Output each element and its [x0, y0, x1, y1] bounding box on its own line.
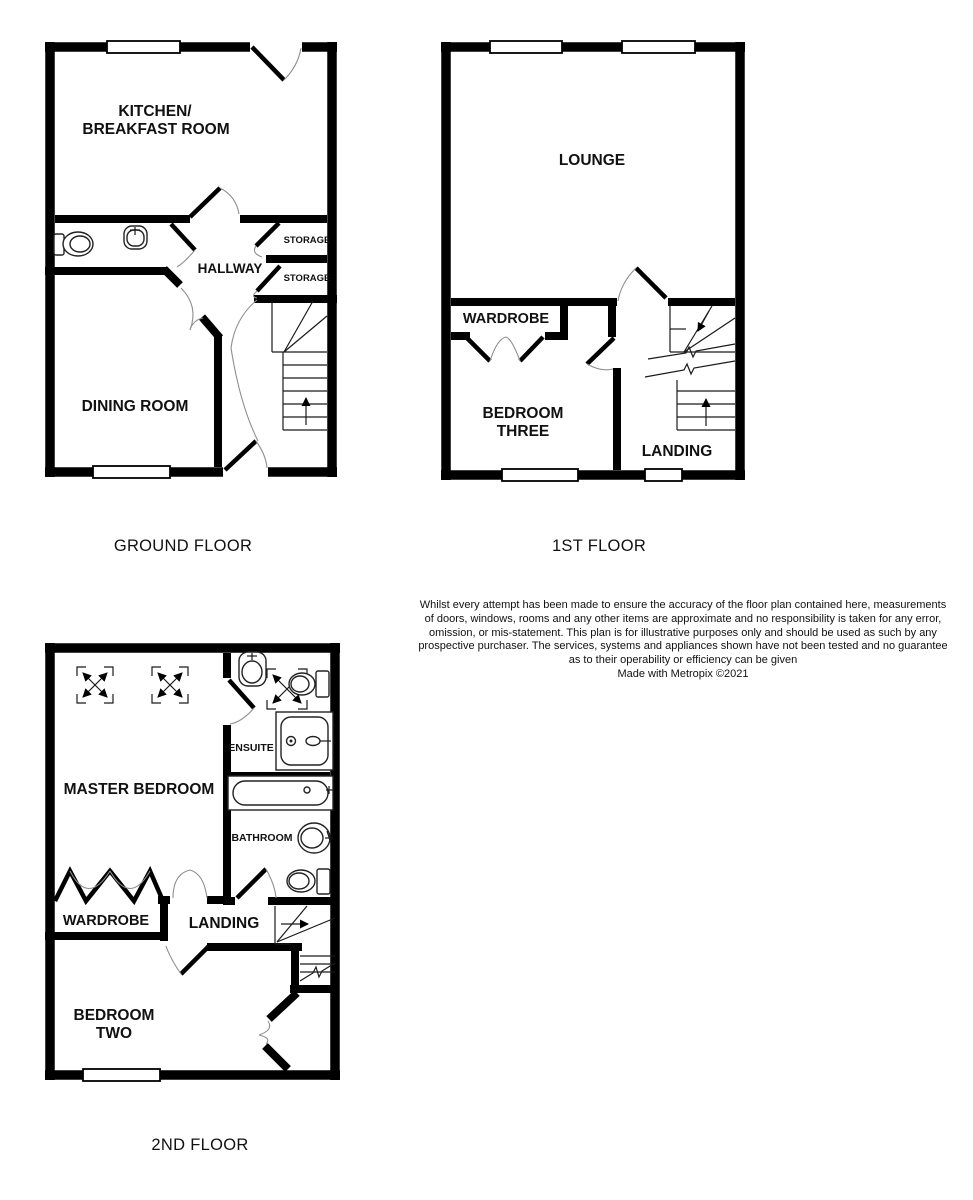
ground-floor-caption: GROUND FLOOR: [113, 537, 253, 555]
ground-staircase: [272, 301, 327, 430]
kitchen-label: KITCHEN/: [118, 103, 192, 120]
lounge-door-swing: [618, 268, 666, 301]
lounge-window-left: [490, 41, 562, 53]
wardrobe-label: WARDROBE: [462, 311, 550, 327]
bathroom-sink-icon: [298, 823, 333, 853]
wardrobe-folding-doors: [466, 337, 543, 361]
skylight-icon: [77, 667, 113, 703]
dining-window: [93, 466, 170, 478]
landing-label: LANDING: [188, 915, 260, 932]
lounge-label: LOUNGE: [558, 152, 626, 169]
landing-label: LANDING: [641, 443, 713, 460]
bedroom-three-label-2: THREE: [496, 423, 550, 440]
disclaimer-line: of doors, windows, rooms and any other items are approximate and no responsibility is taken for any error,: [424, 612, 942, 625]
ensuite-label: ENSUITE: [228, 742, 274, 754]
ensuite-toilet-icon: [289, 671, 329, 697]
bathroom-door-swing: [237, 869, 276, 898]
lounge-window-right: [622, 41, 695, 53]
master-bedroom-label: MASTER BEDROOM: [63, 781, 215, 798]
disclaimer-line: Whilst every attempt has been made to ensure the accuracy of the floor plan contained here, measurements: [419, 599, 947, 611]
wc-sink-icon: [124, 226, 147, 249]
disclaimer-line: as to their operability or efficiency can be given: [568, 654, 798, 667]
disclaimer-line: prospective purchaser. The services, systems and appliances shown have not been tested and no guarantee: [418, 640, 948, 653]
kitchen-door-swing: [190, 188, 239, 217]
metropix-credit: Made with Metropix ©2021: [617, 667, 749, 680]
disclaimer-text: [388, 599, 973, 682]
second-floor-plan: [0, 600, 400, 1120]
landing-window: [645, 469, 682, 481]
master-bedroom-opening-arcs: [173, 870, 207, 898]
wardrobe-sliding-doors: [55, 871, 163, 901]
storage-bottom-label: STORAGE: [283, 273, 331, 284]
ensuite-sink-icon: [239, 652, 266, 686]
shower-icon: [276, 712, 333, 770]
stairs-down-arrow: [698, 311, 709, 331]
skylight-icon: [152, 667, 188, 703]
storage-top-label: STORAGE: [283, 235, 331, 246]
bedroom-two-label: BEDROOM: [73, 1007, 155, 1024]
bedroom-three-door-swing: [587, 338, 614, 370]
bathroom-toilet-icon: [287, 869, 330, 894]
kitchen-window: [107, 41, 180, 53]
bath-icon: [228, 776, 333, 810]
storage-top-door-swing: [254, 223, 279, 257]
entry-door-swing: [252, 47, 301, 80]
bedroom-two-opening-arcs: [259, 1021, 270, 1044]
wc-toilet-icon: [54, 232, 93, 256]
kitchen-label-2: BREAKFAST ROOM: [82, 121, 230, 138]
first-staircase: [645, 306, 735, 430]
bedroom-two-window: [83, 1069, 160, 1081]
bedroom-two-label-2: TWO: [95, 1025, 133, 1042]
bedroom-three-label: BEDROOM: [482, 405, 564, 422]
dining-opening-arcs: [181, 288, 203, 330]
ground-floor-plan: [0, 0, 400, 520]
second-staircase: [275, 906, 335, 981]
dining-room-label: DINING ROOM: [81, 398, 189, 415]
bathroom-label: BATHROOM: [231, 832, 293, 844]
hallway-label: HALLWAY: [197, 261, 263, 276]
wc-door-swing: [171, 224, 195, 267]
bedroom-two-door-swing: [166, 945, 210, 974]
second-floor-caption: 2ND FLOOR: [151, 1136, 249, 1154]
bedroom-three-window: [502, 469, 578, 481]
first-floor-plan: [400, 0, 800, 520]
disclaimer-line: omission, or mis-statement. This plan is for illustrative purposes only and should be used as such by any: [429, 626, 937, 639]
first-floor-caption: 1ST FLOOR: [551, 537, 647, 555]
wardrobe-label: WARDROBE: [62, 913, 150, 929]
front-door-swing: [225, 300, 267, 470]
